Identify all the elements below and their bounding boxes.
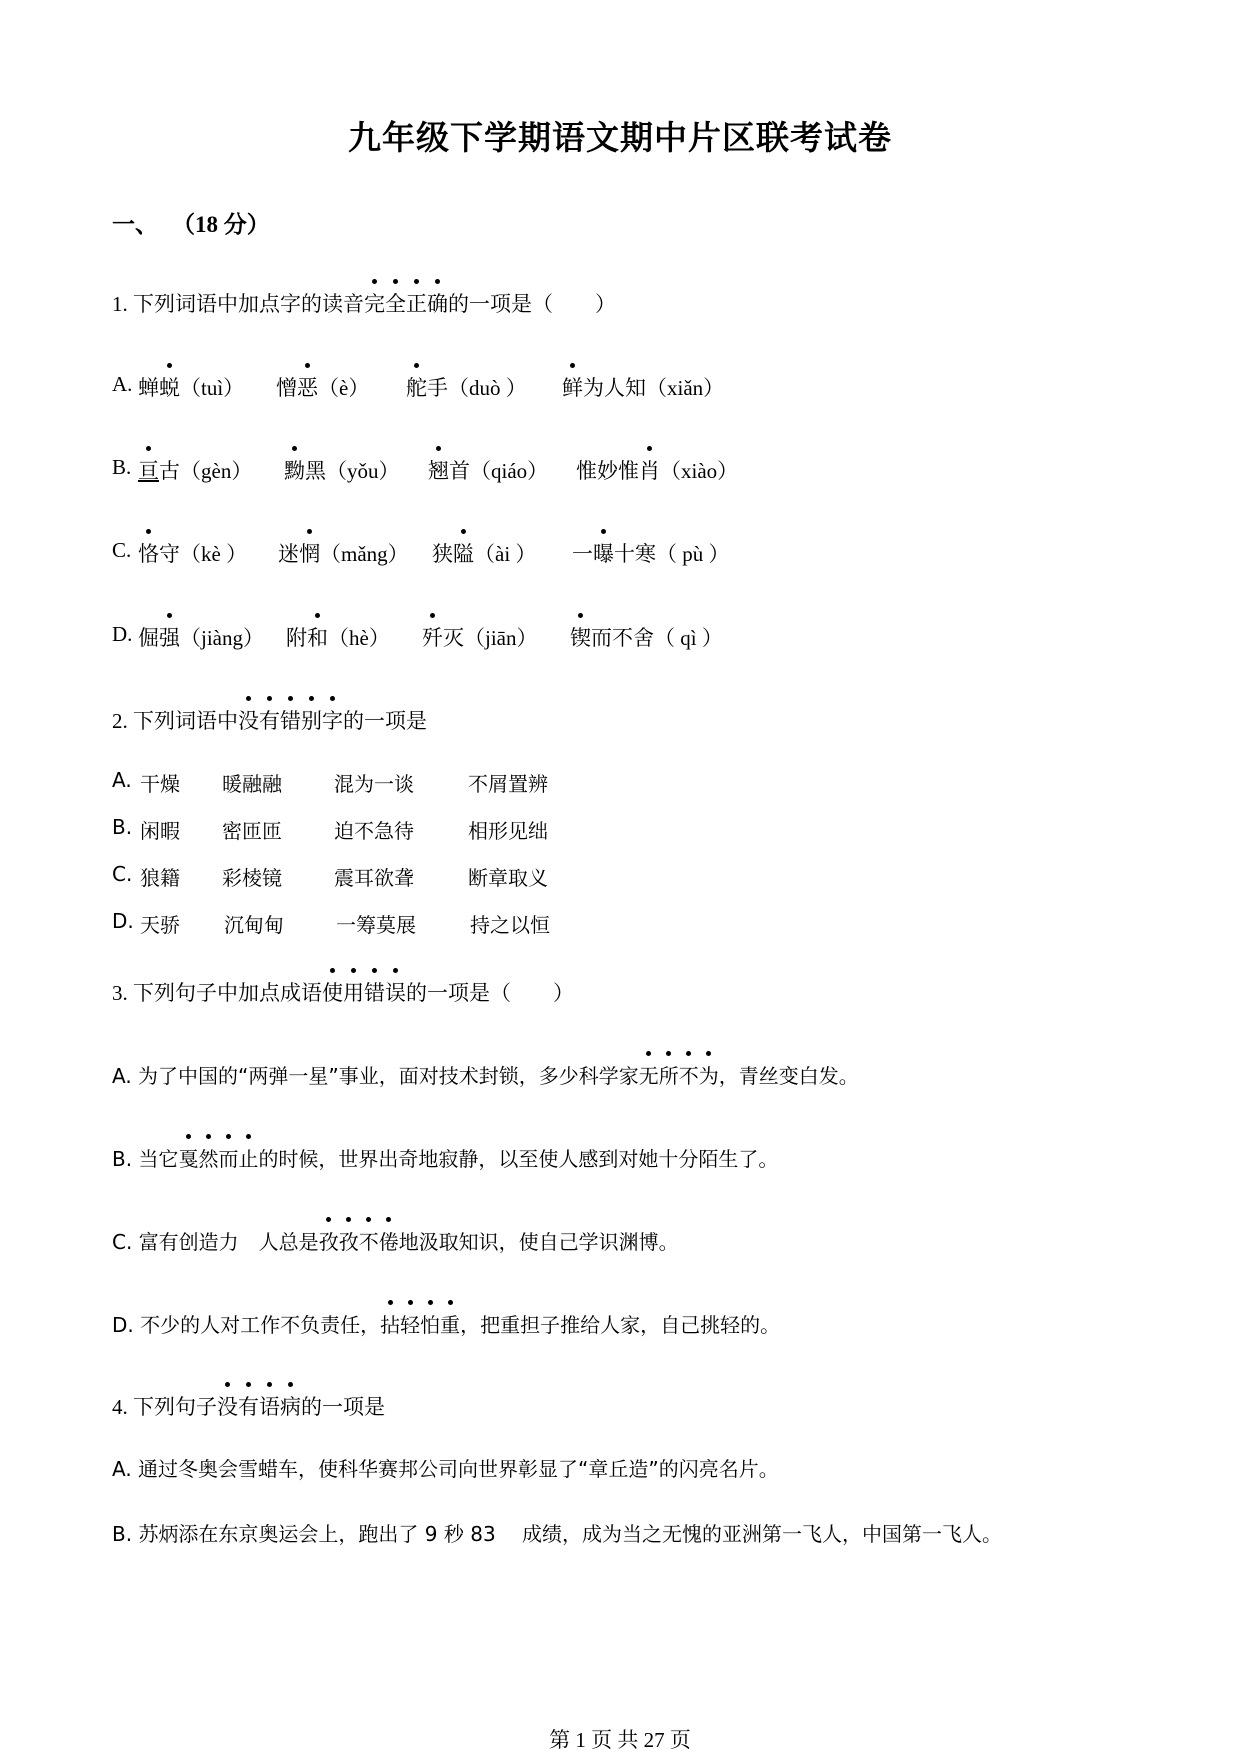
question-3-option-b[interactable]: B. 当它戛然而止的时候，世界出奇地寂静，以至使人感到对她十分陌生了。 [112,1143,778,1172]
page-footer: 第 1 页 共 27 页 [549,1728,691,1752]
question-3-option-d[interactable]: D. 不少的人对工作不负责任，拈轻怕重，把重担子推给人家，自己挑轻的。 [112,1309,780,1338]
question-1-stem: 1. 下列词语中加点字的读音完全正确的一项是（ ） [112,288,616,318]
document-title: 九年级下学期语文期中片区联考试卷 [348,118,892,157]
question-1-option-c[interactable]: C. 恪守（kè ） 迷惘（mǎng） 狭隘（ài ） 一曝十寒（ pù ） [112,538,730,566]
question-1-option-a[interactable]: A. 蝉蜕（tuì） 憎恶（è） 舵手（duò ） 鲜为人知（xiǎn） [112,372,725,400]
question-3-stem: 3. 下列句子中加点成语使用错误的一项是（ ） [112,977,574,1007]
question-2-option-b[interactable]: B. 闲暇 密匝匝 迫不急待 相形见绌 [112,815,548,843]
section-heading [112,206,270,239]
question-2-option-c[interactable]: C. 狼籍 彩棱镜 震耳欲聋 断章取义 [112,862,548,890]
question-3-option-a[interactable]: A. 为了中国的“两弹一星”事业，面对技术封锁，多少科学家无所不为，青丝变白发。 [112,1060,859,1089]
question-1-option-d[interactable]: D. 倔强（jiàng） 附和（hè） 歼灭（jiān） 锲而不舍（ qì ） [112,622,723,650]
question-4-option-a[interactable]: A. 通过冬奥会雪蜡车，使科华赛邦公司向世界彰显了“章丘造”的闪亮名片。 [112,1457,779,1481]
question-2-option-a[interactable]: A. 干燥 暖融融 混为一谈 不屑置辨 [112,768,548,796]
section-prefix: 一、 [112,212,158,238]
question-1-option-b[interactable]: B. 亘古（gèn） 黝黑（yǒu） 翘首（qiáo） 惟妙惟肖（xiào） [112,455,739,483]
question-3-option-c[interactable]: C. 富有创造力 人总是孜孜不倦地汲取知识，使自己学识渊博。 [112,1226,679,1255]
question-2-option-d[interactable]: D. 天骄 沉甸甸 一筹莫展 持之以恒 [112,909,550,937]
question-4-option-b[interactable]: B. 苏炳添在东京奥运会上，跑出了 9 秒 83 成绩，成为当之无愧的亚洲第一飞人，中国第一飞人。 [112,1522,1003,1546]
question-2-stem: 2. 下列词语中没有错别字的一项是 [112,705,427,735]
question-4-stem: 4. 下列句子没有语病的一项是 [112,1391,385,1421]
section-points: （18 分） [172,212,270,237]
